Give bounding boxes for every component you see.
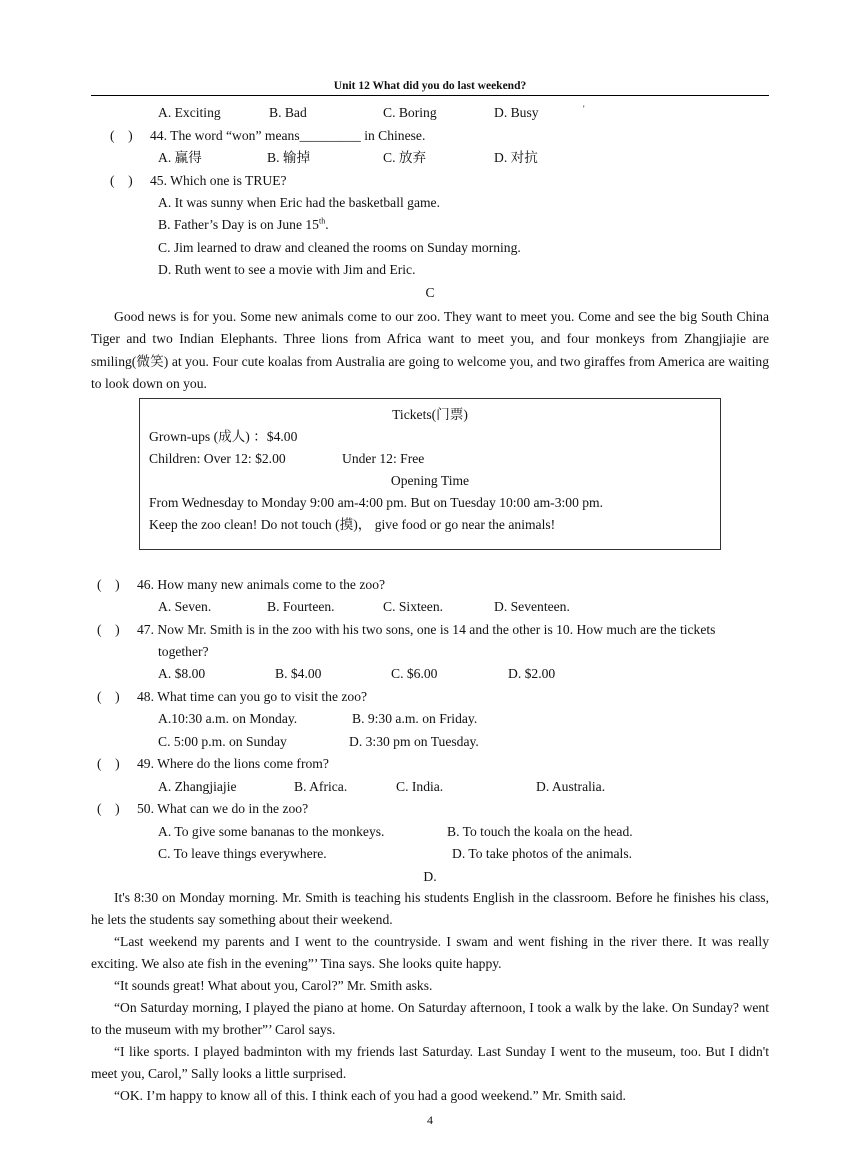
- answer-blank[interactable]: ( ): [110, 173, 133, 188]
- question-stem: 48. What time can you go to visit the zoo?: [137, 689, 368, 704]
- paragraph-text: It's 8:30 on Monday morning. Mr. Smith is teaching his students English in the classroom. Before he finishes his class, he lets the students say something about their weekend.: [91, 890, 769, 928]
- option-c: C. 5:00 p.m. on Sunday: [158, 734, 287, 749]
- paragraph-text: “It sounds great! What about you, Carol?” Mr. Smith asks.: [114, 978, 433, 993]
- children-over-12: Children: Over 12: $2.00: [149, 451, 286, 466]
- option-b: B. Fourteen.: [267, 599, 335, 614]
- passage-text: Good news is for you. Some new animals come to our zoo. They want to meet you. Come and see the big South China Tiger and two Indian Elephants. Three lions from Africa want to meet you, and four monkeys from Zhangjiajie are smiling(微笑) at you. Four cute koalas from Australia are going to welcome you, and two giraffes from America are waiting to look down on you.: [91, 309, 769, 392]
- option-c: C. $6.00: [391, 666, 438, 681]
- option-d: D. To take photos of the animals.: [452, 846, 633, 861]
- option-b: B. $4.00: [275, 666, 322, 681]
- option-a: A. 赢得: [158, 150, 202, 165]
- option-d: D. Seventeen.: [494, 599, 570, 614]
- paragraph-text: “Last weekend my parents and I went to the countryside. I swam and went fishing in the river there. It was really exciting. We also ate fish in the evening”’ Tina says. She looks quite happy.: [91, 934, 769, 972]
- question-stem-continued: together?: [158, 644, 209, 659]
- page-number: 4: [427, 1113, 433, 1127]
- q43-option-c: C. Boring: [383, 105, 437, 120]
- option-c: C. India.: [396, 779, 444, 794]
- option-d: D. 对抗: [494, 150, 538, 165]
- option-b-text: B. Father’s Day is on June 15: [158, 217, 319, 232]
- header-rule: [91, 95, 769, 96]
- question-stem: 45. Which one is TRUE?: [150, 173, 287, 188]
- section-d-paragraph-6: [91, 1085, 769, 1107]
- q43-option-b: B. Bad: [269, 105, 307, 120]
- ordinal-suffix: th: [318, 216, 326, 226]
- opening-hours: From Wednesday to Monday 9:00 am-4:00 pm. But on Tuesday 10:00 am-3:00 pm.: [149, 495, 604, 510]
- option-b: B. Africa.: [294, 779, 348, 794]
- section-d-paragraph-2: [91, 931, 769, 976]
- stray-mark: ': [583, 104, 585, 114]
- question-stem: 44. The word “won” means_________ in Chinese.: [150, 128, 426, 143]
- question-stem: 46. How many new animals come to the zoo?: [137, 577, 386, 592]
- option-d: D. 3:30 pm on Tuesday.: [349, 734, 479, 749]
- option-b-end: .: [325, 217, 329, 232]
- option-c: C. 放弃: [383, 150, 427, 165]
- question-stem: 49. Where do the lions come from?: [137, 756, 329, 771]
- zoo-rules: Keep the zoo clean! Do not touch (摸)， give food or go near the animals!: [149, 517, 556, 532]
- tickets-title: Tickets(门票): [392, 407, 468, 422]
- paragraph-text: “OK. I’m happy to know all of this. I think each of you had a good weekend.” Mr. Smith said.: [114, 1088, 626, 1103]
- option-d: D. $2.00: [508, 666, 556, 681]
- option-b: B. To touch the koala on the head.: [447, 824, 633, 839]
- option-d: D. Ruth went to see a movie with Jim and Eric.: [158, 262, 416, 277]
- option-c: C. Sixteen.: [383, 599, 444, 614]
- section-d-paragraph-4: [91, 997, 769, 1042]
- option-b: [158, 216, 329, 234]
- page-header-title: Unit 12 What did you do last weekend?: [333, 80, 527, 92]
- section-c-label: C: [425, 285, 435, 300]
- answer-blank[interactable]: ( ): [97, 756, 120, 771]
- answer-blank[interactable]: ( ): [97, 689, 120, 704]
- option-a: A.10:30 a.m. on Monday.: [158, 711, 298, 726]
- option-a: A. $8.00: [158, 666, 206, 681]
- option-b: B. 输掉: [267, 150, 311, 165]
- option-a: A. Zhangjiajie: [158, 779, 237, 794]
- paragraph-text: “On Saturday morning, I played the piano at home. On Saturday afternoon, I took a walk by the lake. On Sunday? went to the museum with my brother”’ Carol says.: [91, 1000, 769, 1038]
- option-a: A. Seven.: [158, 599, 212, 614]
- section-c-passage: [91, 306, 769, 396]
- opening-time-title: Opening Time: [390, 473, 470, 488]
- paragraph-text: “I like sports. I played badminton with my friends last Saturday. Last Sunday I went to the museum, too. But I didn't meet you, Carol,” Sally looks a little surprised.: [91, 1044, 769, 1082]
- answer-blank[interactable]: ( ): [97, 577, 120, 592]
- option-a: A. To give some bananas to the monkeys.: [158, 824, 385, 839]
- option-c: C. To leave things everywhere.: [158, 846, 327, 861]
- question-stem: 47. Now Mr. Smith is in the zoo with his two sons, one is 14 and the other is 10. How much are the tickets: [137, 622, 716, 637]
- option-a: A. It was sunny when Eric had the basketball game.: [158, 195, 440, 210]
- grownups-price: Grown-ups (成人) ：$4.00: [149, 429, 298, 444]
- section-d-paragraph-3: [91, 975, 769, 997]
- section-d-paragraph-1: [91, 887, 769, 932]
- answer-blank[interactable]: ( ): [97, 622, 120, 637]
- question-stem: 50. What can we do in the zoo?: [137, 801, 309, 816]
- children-under-12: Under 12: Free: [342, 451, 425, 466]
- answer-blank[interactable]: ( ): [97, 801, 120, 816]
- option-d: D. Australia.: [536, 779, 606, 794]
- option-c: C. Jim learned to draw and cleaned the rooms on Sunday morning.: [158, 240, 521, 255]
- section-d-label: D.: [423, 869, 437, 884]
- section-d-paragraph-5: [91, 1041, 769, 1086]
- answer-blank[interactable]: ( ): [110, 128, 133, 143]
- q43-option-a: A. Exciting: [158, 105, 221, 120]
- q43-option-d: D. Busy: [494, 105, 539, 120]
- option-b: B. 9:30 a.m. on Friday.: [352, 711, 478, 726]
